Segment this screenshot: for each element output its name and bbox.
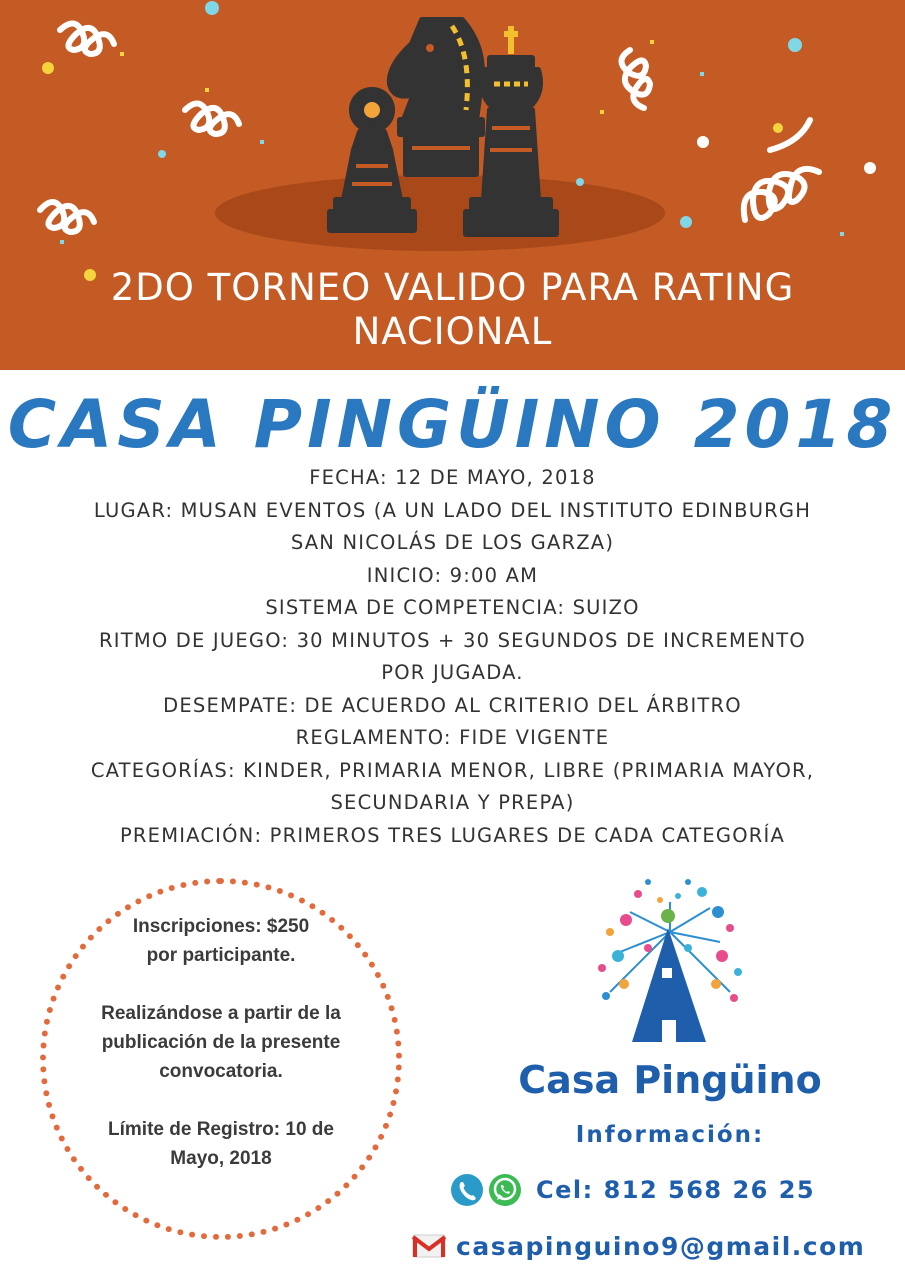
start-line: publicación de la presente (101, 1032, 341, 1053)
fee-line: por participante. (146, 945, 296, 966)
start-line: convocatoria. (159, 1061, 283, 1082)
email-row (412, 1226, 865, 1266)
knight-icon (390, 20, 482, 174)
start-line: Realizándose a partir de la (101, 1003, 341, 1024)
detail-line: FECHA: 12 DE MAYO, 2018 (309, 466, 596, 489)
phone-row (450, 1170, 815, 1210)
phone-icon (450, 1173, 484, 1207)
detail-line: SAN NICOLÁS DE LOS GARZA) (290, 531, 615, 554)
limit-line: Límite de Registro: 10 de (108, 1119, 334, 1140)
detail-line: SECUNDARIA Y PREPA) (330, 791, 575, 814)
detail-line: PREMIACIÓN: PRIMEROS TRES LUGARES DE CADA CATEGORÍA (119, 823, 786, 847)
detail-line: INICIO: 9:00 AM (366, 563, 539, 587)
banner-title-line1: 2DO TORNEO VALIDO PARA RATING (110, 266, 795, 309)
brand-name: Casa Pingüino (518, 1058, 822, 1102)
detail-line: REGLAMENTO: FIDE VIGENTE (295, 726, 610, 749)
banner-title (0, 266, 905, 354)
detail-line: DESEMPATE: DE ACUERDO AL CRITERIO DEL ÁRBITRO (163, 693, 742, 717)
fee-line: Inscripciones: $250 (132, 916, 310, 937)
casa-pinguino-logo-icon (590, 872, 750, 1052)
detail-line: CATEGORÍAS: KINDER, PRIMARIA MENOR, LIBRE (PRIMARIA MAYOR, (90, 758, 815, 782)
gmail-icon (412, 1233, 446, 1259)
pawn-icon (330, 90, 414, 230)
table-shadow (215, 175, 665, 251)
detail-line: LUGAR: MUSAN EVENTOS (A UN LADO DEL INSTITUTO EDINBURGH (93, 498, 812, 522)
header-banner (0, 0, 905, 370)
info-label: Información: (575, 1122, 765, 1148)
email-address[interactable]: casapinguino9@gmail.com (456, 1231, 866, 1261)
detail-line: SISTEMA DE COMPETENCIA: SUIZO (265, 596, 640, 619)
banner-title-line2: NACIONAL (352, 310, 553, 353)
detail-line: POR JUGADA. (381, 661, 524, 684)
detail-line: RITMO DE JUEGO: 30 MINUTOS + 30 SEGUNDOS DE INCREMENTO (99, 628, 806, 652)
whatsapp-icon (488, 1173, 522, 1207)
registration-info (72, 912, 370, 1173)
main-title: CASA PINGÜINO 2018 (7, 386, 898, 463)
event-details (20, 462, 885, 852)
phone-number[interactable]: Cel: 812 568 26 25 (536, 1176, 816, 1204)
limit-line: Mayo, 2018 (170, 1148, 272, 1169)
